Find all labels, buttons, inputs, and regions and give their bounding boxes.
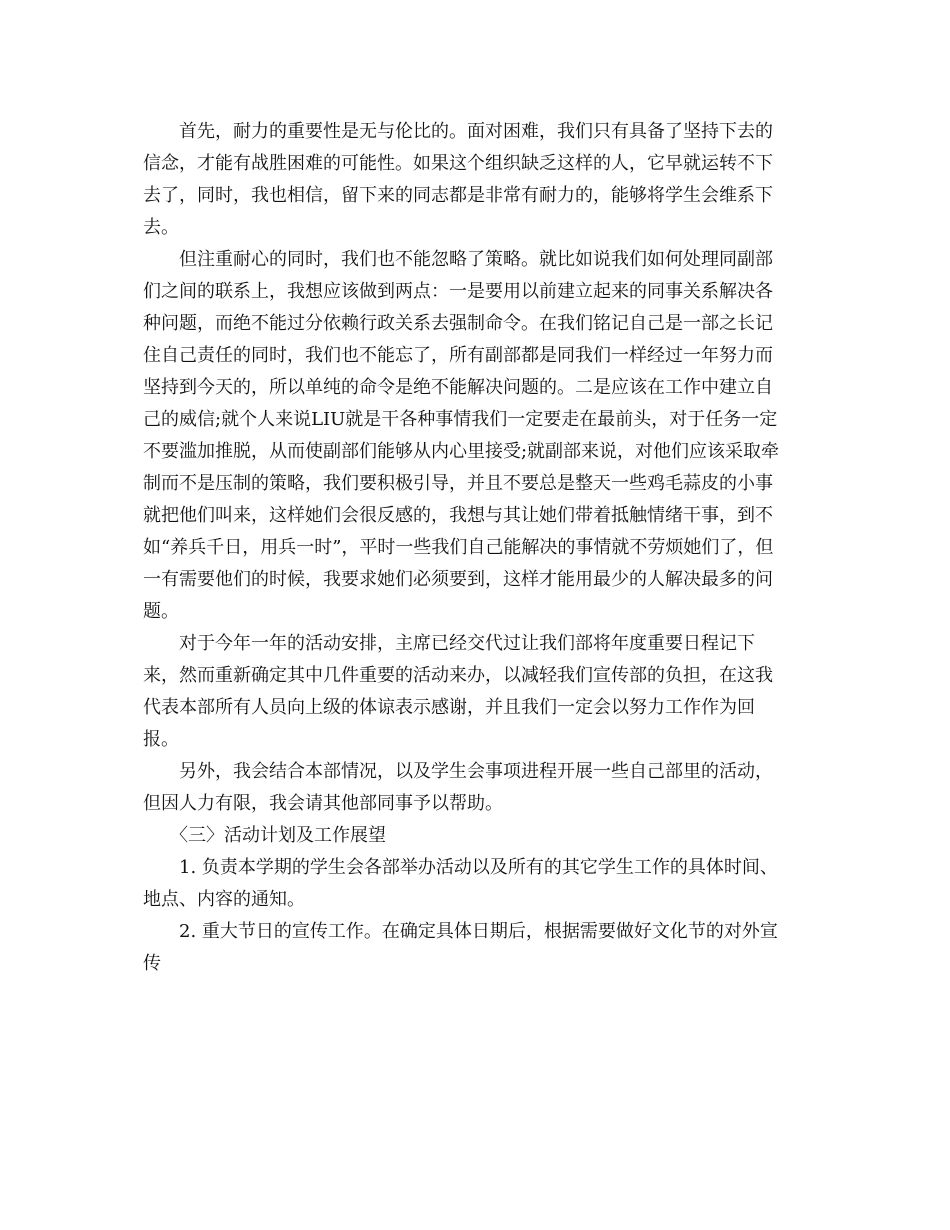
- text-line: 己的威信;就个人来说LIU就是干各种事情我们一定要走在最前头，对于任务一定: [143, 409, 778, 430]
- text-line: 1. 负责本学期的学生会各部举办活动以及所有的其它学生工作的具体时间、: [143, 857, 778, 878]
- paragraph-additional: [143, 756, 811, 820]
- text-line: 去。: [143, 217, 179, 238]
- text-line: 地点、内容的通知。: [143, 889, 305, 910]
- text-line: 2. 重大节日的宣传工作。在确定具体日期后，根据需要做好文化节的对外宣: [143, 921, 778, 942]
- text-line: 坚持到今天的，所以单纯的命令是绝不能解决问题的。二是应该在工作中建立自: [143, 377, 773, 398]
- text-line: 一有需要他们的时候，我要求她们必须要到，这样才能用最少的人解决最多的问: [143, 569, 773, 590]
- text-line: 们之间的联系上，我想应该做到两点：一是要用以前建立起来的同事关系解决各: [143, 281, 773, 302]
- text-line: 不要滥加推脱，从而使副部们能够从内心里接受;就副部来说，对他们应该采取牵: [143, 441, 780, 462]
- text-line: 种问题，而绝不能过分依赖行政关系去强制命令。在我们铭记自己是一部之长记: [143, 313, 773, 334]
- text-line: 但因人力有限，我会请其他部同事予以帮助。: [143, 793, 503, 814]
- document-body: [143, 116, 811, 980]
- text-line: 来，然而重新确定其中几件重要的活动来办，以减轻我们宣传部的负担，在这我: [143, 665, 773, 686]
- text-line: 如“养兵千日，用兵一时”，平时一些我们自己能解决的事情就不劳烦她们了，但: [143, 537, 774, 558]
- text-line: 去了，同时，我也相信，留下来的同志都是非常有耐力的，能够将学生会维系下: [143, 185, 773, 206]
- text-line: 另外，我会结合本部情况，以及学生会事项进程开展一些自己部里的活动，: [143, 761, 773, 782]
- text-line: 制而不是压制的策略，我们要积极引导，并且不要总是整天一些鸡毛蒜皮的小事: [143, 473, 773, 494]
- section-heading-plan: [143, 820, 811, 852]
- heading-text: 〈三〉活动计划及工作展望: [143, 825, 386, 846]
- text-line: 对于今年一年的活动安排，主席已经交代过让我们部将年度重要日程记下: [143, 633, 755, 654]
- text-line: 信念，才能有战胜困难的可能性。如果这个组织缺乏这样的人，它早就运转不下: [143, 153, 773, 174]
- text-line: 报。: [143, 729, 179, 750]
- paragraph-strategy: [143, 244, 811, 628]
- text-line: 代表本部所有人员向上级的体谅表示感谢，并且我们一定会以努力工作作为回: [143, 697, 755, 718]
- paragraph-endurance: [143, 116, 811, 244]
- text-line: 但注重耐心的同时，我们也不能忽略了策略。就比如说我们如何处理同副部: [143, 249, 773, 270]
- text-line: 住自己责任的同时，我们也不能忘了，所有副部都是同我们一样经过一年努力而: [143, 345, 773, 366]
- text-line: 传: [143, 953, 161, 974]
- paragraph-annual-activities: [143, 628, 811, 756]
- list-item-2: [143, 916, 811, 980]
- list-item-1: [143, 852, 811, 916]
- text-line: 就把他们叫来，这样她们会很反感的，我想与其让她们带着抵触情绪干事，到不: [143, 505, 773, 526]
- text-line: 题。: [143, 601, 179, 622]
- text-line: 首先，耐力的重要性是无与伦比的。面对困难，我们只有具备了坚持下去的: [143, 121, 773, 142]
